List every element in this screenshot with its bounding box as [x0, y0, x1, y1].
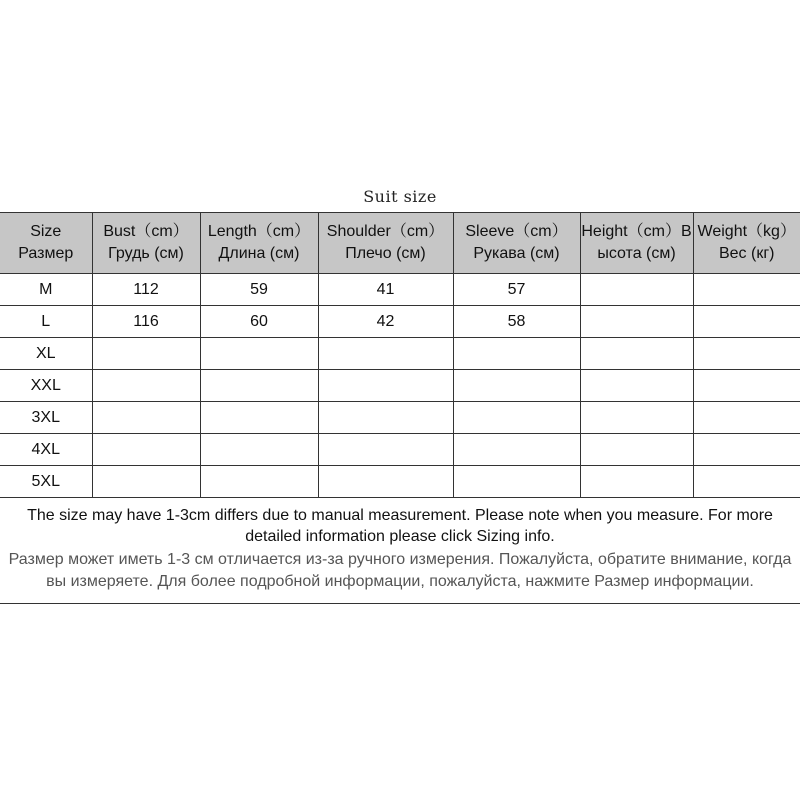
cell-length: 59	[200, 274, 318, 306]
cell-shoulder	[318, 402, 453, 434]
cell-size: 4XL	[0, 434, 92, 466]
cell-length	[200, 466, 318, 498]
table-row	[0, 370, 800, 402]
cell-sleeve: 57	[453, 274, 580, 306]
table-row	[0, 306, 800, 338]
cell-height	[580, 306, 693, 338]
cell-size: XXL	[0, 370, 92, 402]
cell-weight	[693, 338, 800, 370]
cell-size: 5XL	[0, 466, 92, 498]
measurement-notes	[0, 505, 800, 604]
cell-size: L	[0, 306, 92, 338]
cell-shoulder	[318, 338, 453, 370]
header-sleeve: Sleeve（cm） Рукава (см)	[453, 213, 580, 274]
cell-shoulder	[318, 466, 453, 498]
header-weight: Weight（kg） Вес (кг)	[693, 213, 800, 274]
table-row	[0, 466, 800, 498]
cell-bust	[92, 466, 200, 498]
cell-size: 3XL	[0, 402, 92, 434]
header-bust: Bust（cm） Грудь (см)	[92, 213, 200, 274]
cell-length	[200, 434, 318, 466]
table-title: Suit size	[363, 187, 437, 206]
cell-length: 60	[200, 306, 318, 338]
header-size: Size Размер	[0, 213, 92, 274]
note-russian: Размер может иметь 1-3 см отличается из-за ручного измерения. Пожалуйста, обратите внимание, когда вы измеряете. Для более подробной информации, пожалуйста, нажмите Размер информации.	[8, 551, 792, 590]
cell-weight	[693, 466, 800, 498]
cell-length	[200, 402, 318, 434]
cell-height	[580, 370, 693, 402]
cell-sleeve	[453, 466, 580, 498]
cell-sleeve: 58	[453, 306, 580, 338]
cell-length	[200, 338, 318, 370]
size-table	[0, 212, 800, 498]
cell-shoulder: 41	[318, 274, 453, 306]
cell-length	[200, 370, 318, 402]
cell-height	[580, 402, 693, 434]
cell-size: XL	[0, 338, 92, 370]
table-row	[0, 274, 800, 306]
header-height: Height（cm）В ысота (см)	[580, 213, 693, 274]
cell-weight	[693, 402, 800, 434]
cell-sleeve	[453, 370, 580, 402]
cell-size: M	[0, 274, 92, 306]
note-english: The size may have 1-3cm differs due to manual measurement. Please note when you measure. For more detailed information please click Sizing info.	[27, 507, 773, 545]
cell-height	[580, 274, 693, 306]
cell-height	[580, 434, 693, 466]
header-row	[0, 213, 800, 274]
cell-sleeve	[453, 434, 580, 466]
header-length: Length（cm） Длина (см)	[200, 213, 318, 274]
table-row	[0, 434, 800, 466]
table-row	[0, 338, 800, 370]
table-row	[0, 402, 800, 434]
cell-weight	[693, 306, 800, 338]
cell-weight	[693, 370, 800, 402]
header-shoulder: Shoulder（cm） Плечо (см)	[318, 213, 453, 274]
cell-bust	[92, 338, 200, 370]
cell-height	[580, 466, 693, 498]
cell-height	[580, 338, 693, 370]
cell-bust	[92, 434, 200, 466]
cell-shoulder: 42	[318, 306, 453, 338]
cell-weight	[693, 274, 800, 306]
cell-weight	[693, 434, 800, 466]
cell-bust: 112	[92, 274, 200, 306]
cell-bust: 116	[92, 306, 200, 338]
cell-sleeve	[453, 402, 580, 434]
cell-shoulder	[318, 370, 453, 402]
cell-bust	[92, 370, 200, 402]
cell-shoulder	[318, 434, 453, 466]
cell-sleeve	[453, 338, 580, 370]
cell-bust	[92, 402, 200, 434]
